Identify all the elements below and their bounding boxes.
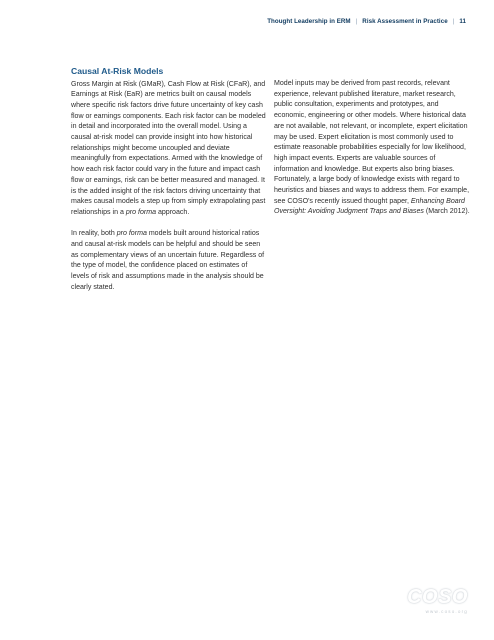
paragraph-text: (March 2012). (423, 208, 470, 216)
left-column (71, 66, 267, 304)
paragraph-text: models built around historical ratios and causal at-risk models can be helpful and should be seen as complementary views of an uncertain future. Regardless of the type of model, the confidence placed on estimates of levels of risk and assumptions made in the analysis should be clearly stated. (71, 230, 265, 291)
running-header (267, 18, 466, 25)
section-heading: Causal At-Risk Models (71, 66, 164, 76)
header-separator-2: | (452, 18, 455, 25)
italic-term: pro forma (125, 208, 156, 216)
paragraph-text: approach. (156, 208, 190, 216)
paragraph-causal-models (71, 80, 267, 219)
logo-wordmark: COSO (407, 586, 468, 608)
paragraph-text: In reality, both (71, 230, 117, 238)
italic-term: pro forma (116, 230, 147, 238)
paragraph-reality (71, 229, 267, 293)
header-document-title: Thought Leadership in ERM (267, 18, 351, 25)
header-section-title: Risk Assessment in Practice (362, 18, 448, 25)
paragraph-text: Model inputs may be derived from past records, relevant experience, relevant published literature, market research, public consultation, experiments and prototypes, and economic, engineering or other models. Where historical data are not available, not relevant, or incomplete, expert elicitation may be used. Expert elicitation is most commonly used to estimate reasonable probabilities especially for low likelihood, high impact events. Experts are valuable sources of information and knowledge. But experts also bring biases. Fortunately, a large body of knowledge exists with regard to heuristics and biases and ways to address them. For example, see COSO's recently issued thought paper, (274, 80, 470, 205)
coso-logo (398, 587, 468, 614)
paragraph-text: Gross Margin at Risk (GMaR), Cash Flow at Risk (CFaR), and Earnings at Risk (EaR) are metrics built on causal models where specific risk factors drive future uncertainty of key cash flow or earnings components. Each risk factor can be modeled in detail and incorporated into the overall model. Using a causal at-risk model can provide insight into how historical relationships might become uncoupled and deviate meaningfully from expectations. Armed with the knowledge of how each risk factor could vary in the future and impact cash flow or earnings, risk can be better measured and managed. It is the added insight of the risk factors driving uncertainty that makes causal models a step up from simply extrapolating past relationships in a (71, 80, 266, 216)
page-number: 11 (459, 18, 466, 25)
right-column (274, 79, 470, 229)
italic-citation: Enhancing Board Oversight: Avoiding Judgment Traps and Biases (274, 197, 465, 216)
header-separator: | (355, 18, 358, 25)
logo-url: www.coso.org (425, 609, 468, 614)
paragraph-model-inputs (274, 79, 470, 218)
